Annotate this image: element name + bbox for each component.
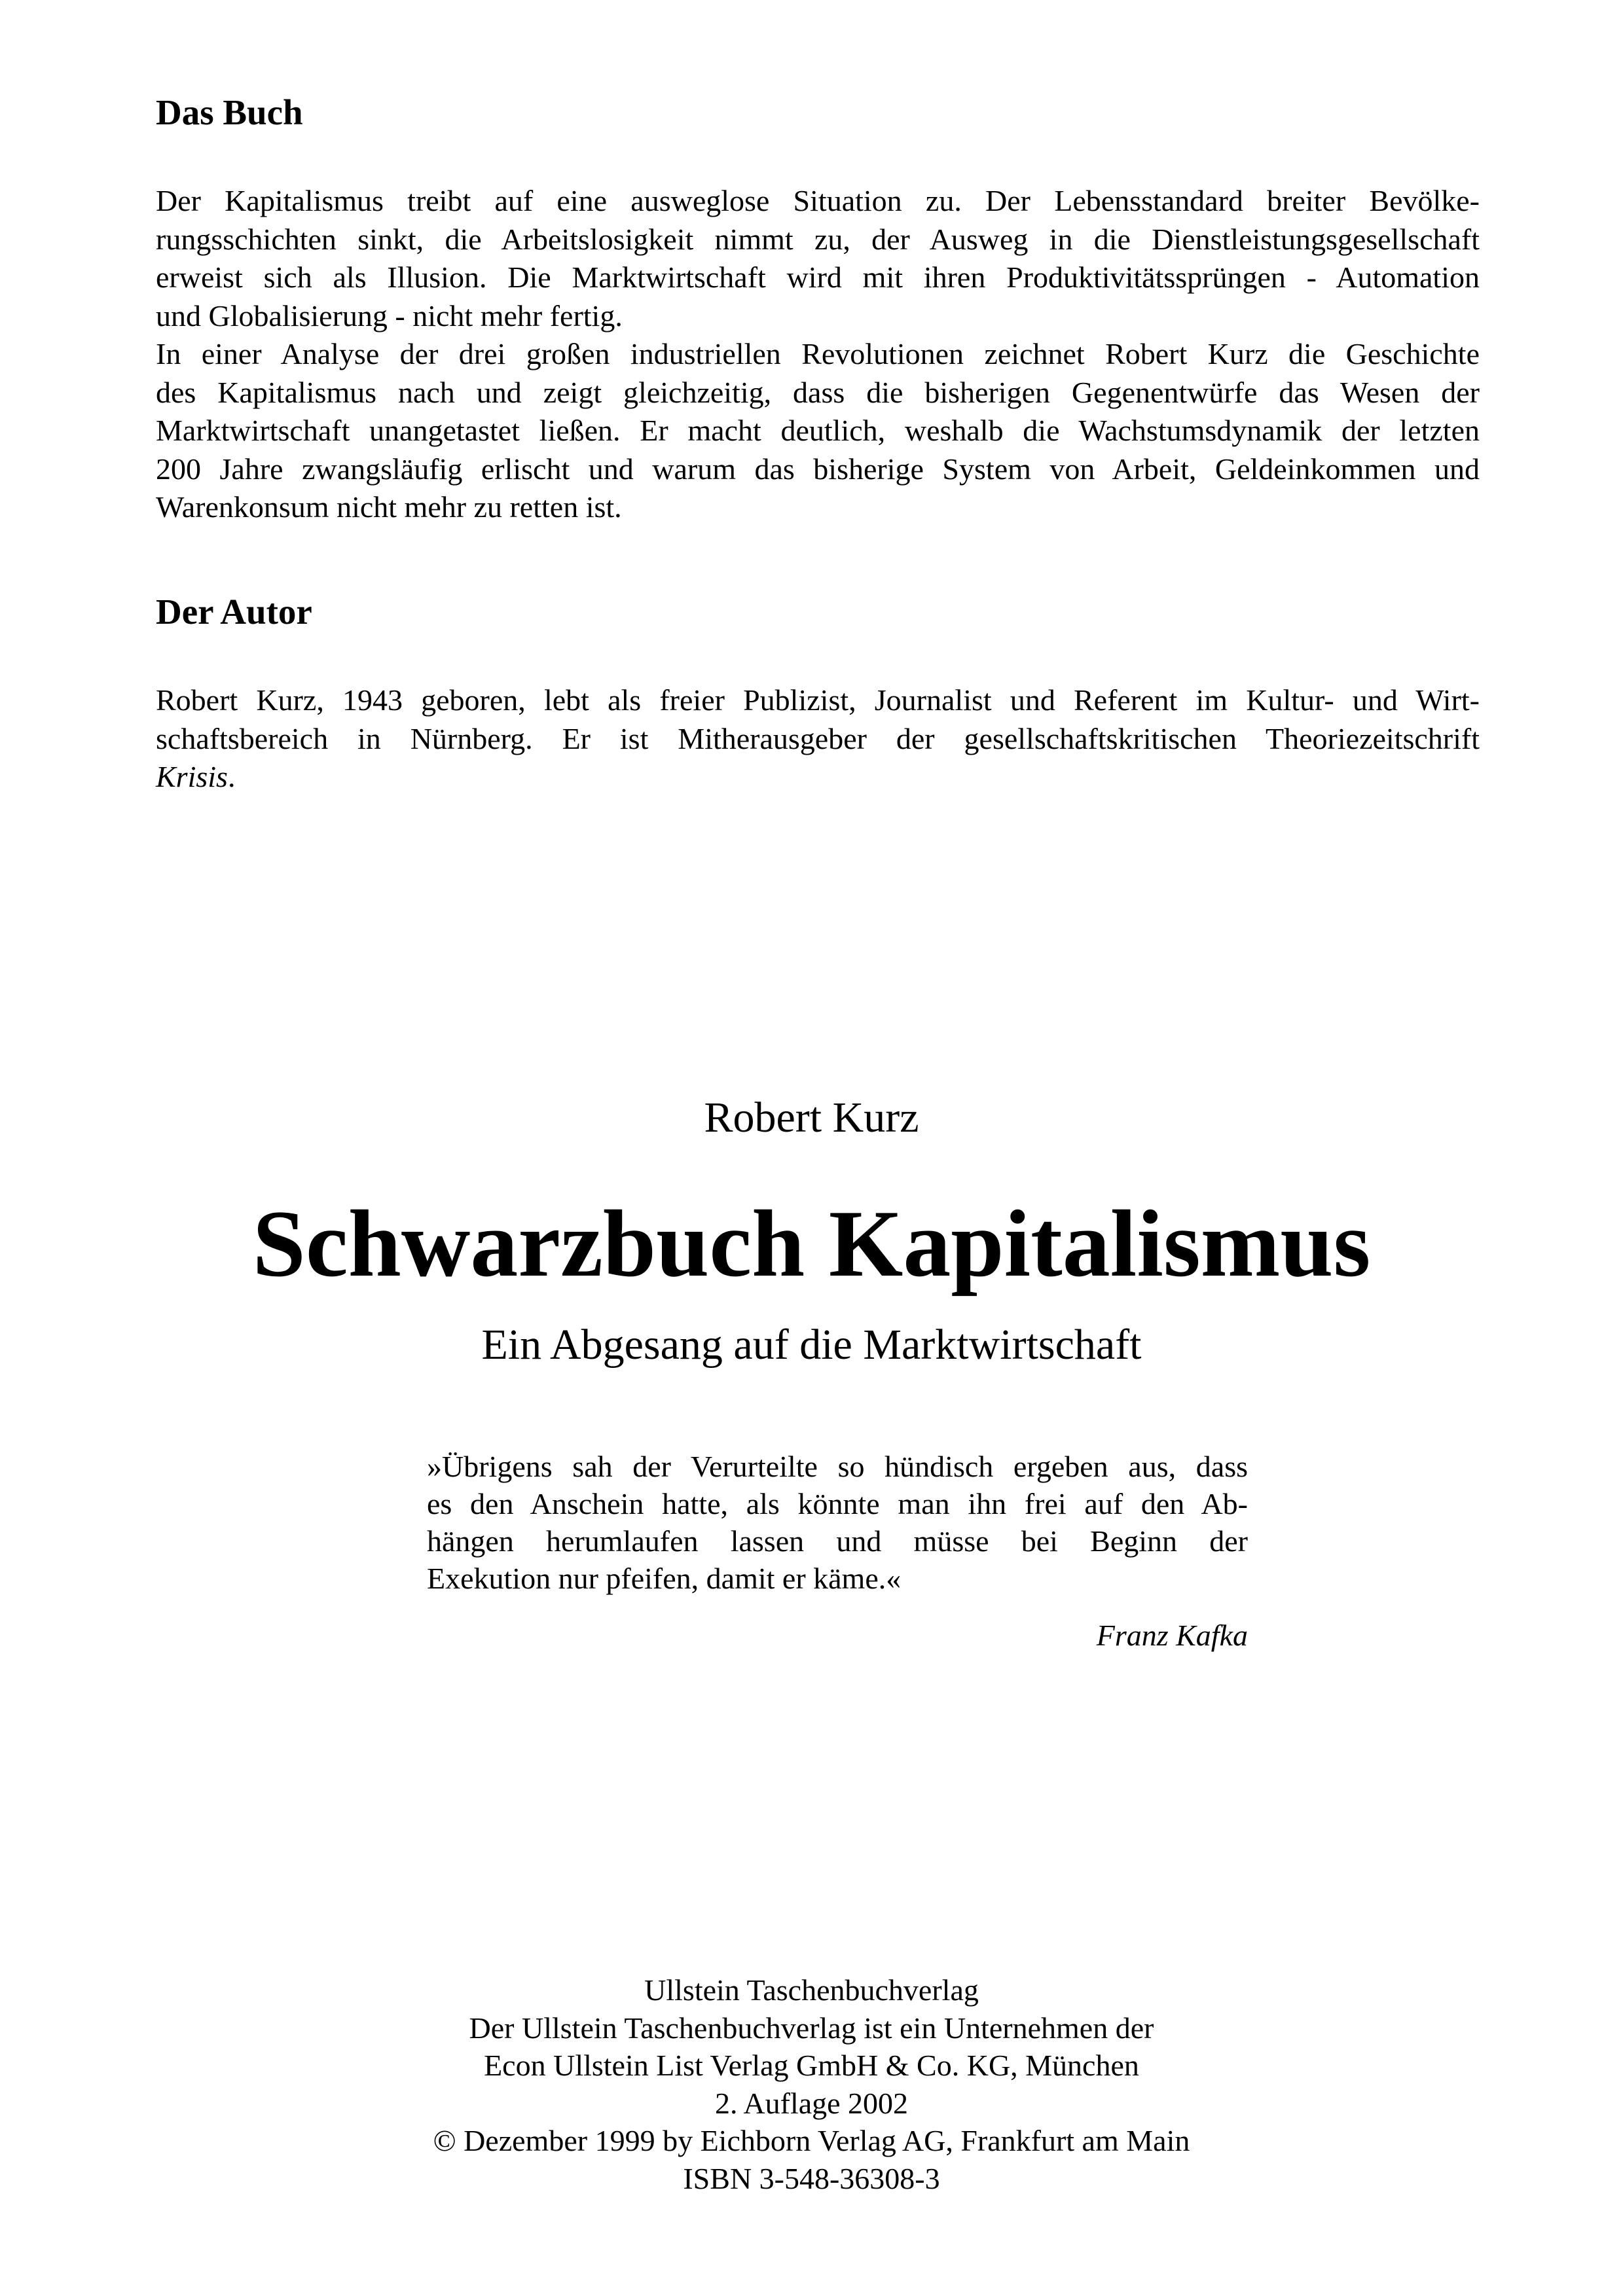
section-heading-der-autor: Der Autor (156, 592, 312, 632)
text-line: erweist sich als Illusion. Die Marktwirtschaft wird mit ihren Produktivitätssprüngen - Automation (156, 260, 1480, 294)
epigraph-text (427, 1448, 1248, 1597)
section-heading-das-buch: Das Buch (156, 92, 303, 132)
epigraph-line: hängen herumlaufen lassen und müsse bei Beginn der (427, 1524, 1248, 1558)
section-der-autor (156, 592, 1480, 797)
imprint-line: Econ Ullstein List Verlag GmbH & Co. KG, München (484, 2049, 1139, 2082)
text-line: des Kapitalismus nach und zeigt gleichzeitig, dass die bisherigen Gegenentwürfe das Wesen der (156, 375, 1480, 409)
text-line: Warenkonsum nicht mehr zu retten ist. (156, 490, 622, 524)
der-autor-paragraph (156, 681, 1480, 797)
book-author: Robert Kurz (704, 1094, 919, 1141)
epigraph-line: »Übrigens sah der Verurteilte so hündisch ergeben aus, dass (427, 1450, 1248, 1483)
text-line: In einer Analyse der drei großen industriellen Revolutionen zeichnet Robert Kurz die Geschichte (156, 337, 1480, 370)
section-das-buch (156, 93, 1480, 527)
das-buch-paragraph (156, 182, 1480, 527)
text-line: 200 Jahre zwangsläufig erlischt und warum das bisherige System von Arbeit, Geldeinkommen und (156, 452, 1480, 486)
epigraph (427, 1448, 1248, 1654)
text-line-journal (156, 758, 1480, 797)
book-subtitle: Ein Abgesang auf die Marktwirtschaft (481, 1321, 1142, 1369)
text-line: Robert Kurz, 1943 geboren, lebt als freier Publizist, Journalist und Referent im Kultur- und Wirt- (156, 683, 1480, 717)
imprint-line: Der Ullstein Taschenbuchverlag ist ein Unternehmen der (469, 2011, 1154, 2045)
epigraph-line: Exekution nur pfeifen, damit er käme.« (427, 1562, 902, 1595)
imprint-line: ISBN 3-548-36308-3 (683, 2161, 940, 2195)
text-line: schaftsbereich in Nürnberg. Er ist Mitherausgeber der gesellschaftskritischen Theoriezeitschrift (156, 721, 1480, 755)
imprint (0, 1971, 1623, 2197)
journal-suffix: . (227, 760, 236, 793)
imprint-line: 2. Auflage 2002 (714, 2086, 909, 2120)
imprint-line: Ullstein Taschenbuchverlag (644, 1973, 979, 2007)
journal-name: Krisis (156, 760, 228, 793)
text-line: rungsschichten sinkt, die Arbeitslosigkeit nimmt zu, der Ausweg in die Dienstleistungsgesellschaft (156, 222, 1480, 256)
imprint-line: © Dezember 1999 by Eichborn Verlag AG, Frankfurt am Main (433, 2124, 1190, 2157)
text-line: Der Kapitalismus treibt auf eine ausweglose Situation zu. Der Lebensstandard breiter Bevölke- (156, 184, 1480, 217)
text-line: und Globalisierung - nicht mehr fertig. (156, 298, 623, 332)
epigraph-line: es den Anschein hatte, als könnte man ihn frei auf den Ab- (427, 1487, 1248, 1520)
epigraph-attribution: Franz Kafka (1096, 1619, 1248, 1652)
text-line: Marktwirtschaft unangetastet ließen. Er macht deutlich, weshalb die Wachstumsdynamik der letzten (156, 414, 1480, 447)
book-title: Schwarzbuch Kapitalismus (252, 1191, 1371, 1297)
